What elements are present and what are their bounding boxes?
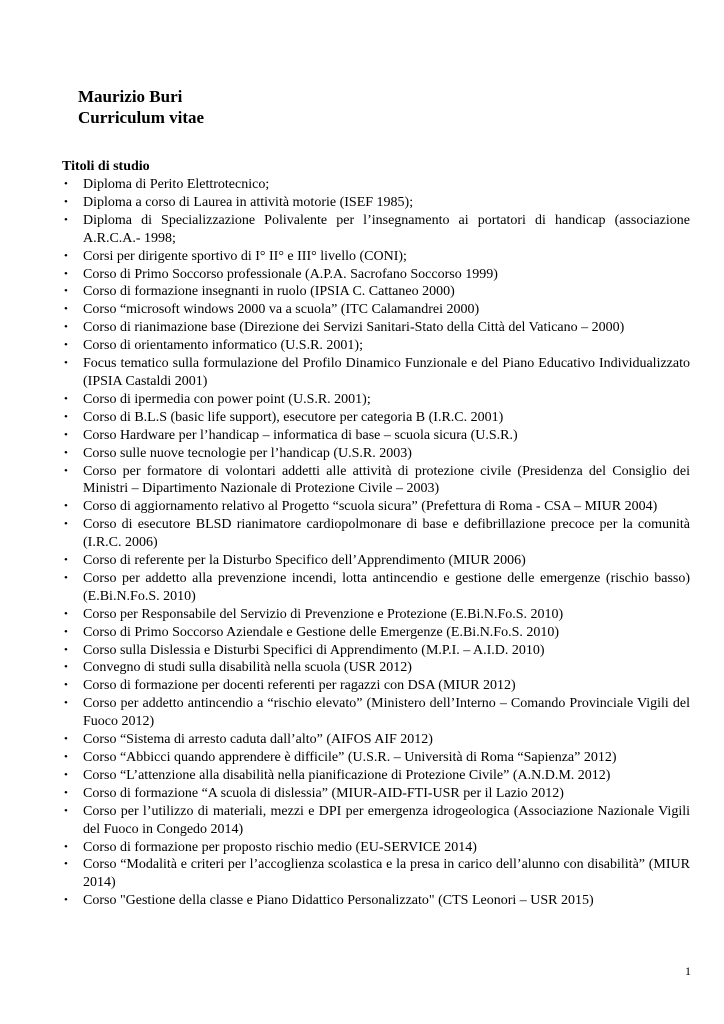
list-item-text: Corso “Sistema di arresto caduta dall’alto” (AIFOS AIF 2012) (83, 732, 433, 748)
list-item (62, 283, 690, 301)
list-item (62, 731, 690, 749)
list-item (62, 337, 690, 355)
list-item (62, 552, 690, 570)
bullet-icon: • (64, 446, 68, 459)
list-item (62, 355, 690, 391)
bullet-icon: • (64, 285, 68, 298)
list-item (62, 570, 690, 606)
bullet-icon: • (64, 751, 68, 763)
section-title: Titoli di studio (62, 159, 150, 174)
list-item-text: Corso “Abbicci quando apprendere è difficile” (U.S.R. – Università di Roma “Sapienza” 2012) (83, 750, 617, 765)
list-item-text: Corso di formazione per docenti referenti per ragazzi con DSA (MIUR 2012) (83, 678, 516, 694)
list-item-text: Corso di Primo Soccorso Aziendale e Gestione delle Emergenze (E.Bi.N.Fo.S. 2010) (83, 624, 560, 640)
bullet-icon: • (64, 518, 68, 531)
list-item (62, 266, 690, 284)
bullet-icon: • (64, 303, 68, 316)
list-item (62, 839, 690, 857)
list-item (62, 892, 690, 910)
list-item-text: Corso di formazione per proposto rischio medio (EU-SERVICE 2014) (83, 839, 477, 855)
list-item-text: Convegno di studi sulla disabilità nella scuola (USR 2012) (83, 660, 412, 676)
qualifications-list (62, 176, 690, 910)
list-item (62, 642, 690, 660)
list-item-text: Corso di B.L.S (basic life support), esecutore per categoria B (I.R.C. 2001) (83, 409, 504, 425)
list-item (62, 624, 690, 642)
bullet-icon: • (64, 178, 68, 190)
list-item-text: Corso “Modalità e criteri per l’accoglienza scolastica e la presa in carico dell’alunno con disabilità” (MIUR 2014) (83, 857, 690, 891)
bullet-icon: • (64, 554, 68, 567)
list-item (62, 677, 690, 695)
bullet-icon: • (64, 643, 68, 656)
bullet-icon: • (64, 500, 68, 513)
document-subtitle: Curriculum vitae (78, 108, 205, 127)
list-item-text: Corso di esecutore BLSD rianimatore cardiopolmonare di base e defibrillazione precoce per la comunità (I.R.C. 2006) (83, 517, 690, 551)
bullet-icon: • (64, 625, 68, 638)
bullet-icon: • (64, 697, 68, 710)
list-item-text: Corso “L’attenzione alla disabilità nella pianificazione di Protezione Civile” (A.N.D.M. 2012) (83, 767, 611, 783)
list-item-text: Corso "Gestione della classe e Piano Didattico Personalizzato" (CTS Leonori – USR 2015) (83, 893, 594, 909)
list-item (62, 803, 690, 839)
list-item (62, 248, 690, 266)
bullet-icon: • (64, 267, 68, 280)
list-item (62, 391, 690, 409)
list-item (62, 409, 690, 427)
list-item-text: Corso di rianimazione base (Direzione dei Servizi Sanitari-Stato della Città del Vaticano – 2000) (83, 320, 625, 336)
list-item (62, 212, 690, 248)
bullet-icon: • (64, 392, 68, 405)
list-item-text: Corso di aggiornamento relativo al Progetto “scuola sicura” (Prefettura di Roma - CSA – MIUR 2004) (83, 499, 658, 515)
author-name: Maurizio Buri (78, 87, 183, 106)
bullet-icon: • (64, 661, 68, 674)
bullet-icon: • (64, 768, 68, 781)
list-item-text: Diploma di Perito Elettrotecnico; (83, 177, 270, 192)
bullet-icon: • (64, 840, 68, 853)
page-number: 1 (685, 964, 691, 978)
list-item (62, 659, 690, 677)
list-item (62, 785, 690, 803)
list-item (62, 301, 690, 319)
list-item-text: Diploma a corso di Laurea in attività motorie (ISEF 1985); (83, 194, 414, 210)
bullet-icon: • (64, 321, 68, 334)
bullet-icon: • (64, 571, 68, 584)
list-item-text: Corso “microsoft windows 2000 va a scuola” (ITC Calamandrei 2000) (83, 302, 480, 318)
list-item (62, 194, 690, 212)
bullet-icon: • (64, 213, 68, 226)
document-header (78, 86, 204, 128)
bullet-icon: • (64, 786, 68, 799)
list-item-text: Corso per Responsabile del Servizio di Prevenzione e Protezione (E.Bi.N.Fo.S. 2010) (83, 606, 564, 622)
bullet-icon: • (64, 249, 68, 262)
list-item (62, 856, 690, 892)
list-item-text: Corso di Primo Soccorso professionale (A.P.A. Sacrofano Soccorso 1999) (83, 266, 498, 282)
bullet-icon: • (64, 428, 68, 441)
list-item-text: Corsi per dirigente sportivo di I° II° e III° livello (CONI); (83, 248, 407, 264)
list-item (62, 498, 690, 516)
list-item-text: Corso per l’utilizzo di materiali, mezzi e DPI per emergenza idrogeologica (Associazione Nazionale Vigili del Fuoco in Congedo 2014) (83, 803, 690, 837)
bullet-icon: • (64, 410, 68, 423)
list-item-text: Corso Hardware per l’handicap – informatica di base – scuola sicura (U.S.R.) (83, 427, 518, 443)
bullet-icon: • (64, 195, 68, 208)
list-item (62, 767, 690, 785)
list-item-text: Corso di formazione “A scuola di dislessia” (MIUR-AID-FTI-USR per il Lazio 2012) (83, 785, 564, 801)
list-item (62, 749, 690, 767)
list-item-text: Diploma di Specializzazione Polivalente per l’insegnamento ai portatori di handicap (associazione A.R.C.A.- 1998; (83, 212, 690, 246)
bullet-icon: • (64, 607, 68, 620)
list-item-text: Focus tematico sulla formulazione del Profilo Dinamico Funzionale e del Piano Educativo Individualizzato (IPSIA Castaldi 2001) (83, 356, 690, 389)
list-item (62, 427, 690, 445)
list-item (62, 319, 690, 337)
list-item-text: Corso sulle nuove tecnologie per l’handicap (U.S.R. 2003) (83, 445, 412, 461)
list-item-text: Corso di ipermedia con power point (U.S.R. 2001); (83, 391, 371, 407)
list-item (62, 445, 690, 463)
bullet-icon: • (64, 679, 68, 692)
bullet-icon: • (64, 858, 68, 871)
list-item (62, 695, 690, 731)
list-item (62, 176, 690, 194)
bullet-icon: • (64, 339, 68, 352)
list-item (62, 463, 690, 499)
list-item-text: Corso per addetto antincendio a “rischio elevato” (Ministero dell’Interno – Comando Provinciale Vigili del Fuoco 2012) (83, 696, 690, 730)
list-item-text: Corso per formatore di volontari addetti alle attività di protezione civile (Presidenza del Consiglio dei Ministri – Dipartimento Nazionale di Protezione Civile – 2003) (83, 463, 690, 497)
bullet-icon: • (64, 733, 68, 746)
bullet-icon: • (64, 894, 68, 907)
bullet-icon: • (64, 357, 68, 370)
list-item-text: Corso di referente per la Disturbo Specifico dell’Apprendimento (MIUR 2006) (83, 553, 526, 569)
bullet-icon: • (64, 804, 68, 817)
list-item (62, 516, 690, 552)
list-item-text: Corso di formazione insegnanti in ruolo (IPSIA C. Cattaneo 2000) (83, 284, 455, 300)
list-item (62, 606, 690, 624)
bullet-icon: • (64, 464, 68, 477)
list-item-text: Corso di orientamento informatico (U.S.R. 2001); (83, 338, 363, 354)
list-item-text: Corso per addetto alla prevenzione incendi, lotta antincendio e gestione delle emergenze (rischio basso) (E.Bi.N.Fo.S. 2010) (83, 570, 690, 604)
list-item-text: Corso sulla Dislessia e Disturbi Specifici di Apprendimento (M.P.I. – A.I.D. 2010) (83, 642, 545, 658)
